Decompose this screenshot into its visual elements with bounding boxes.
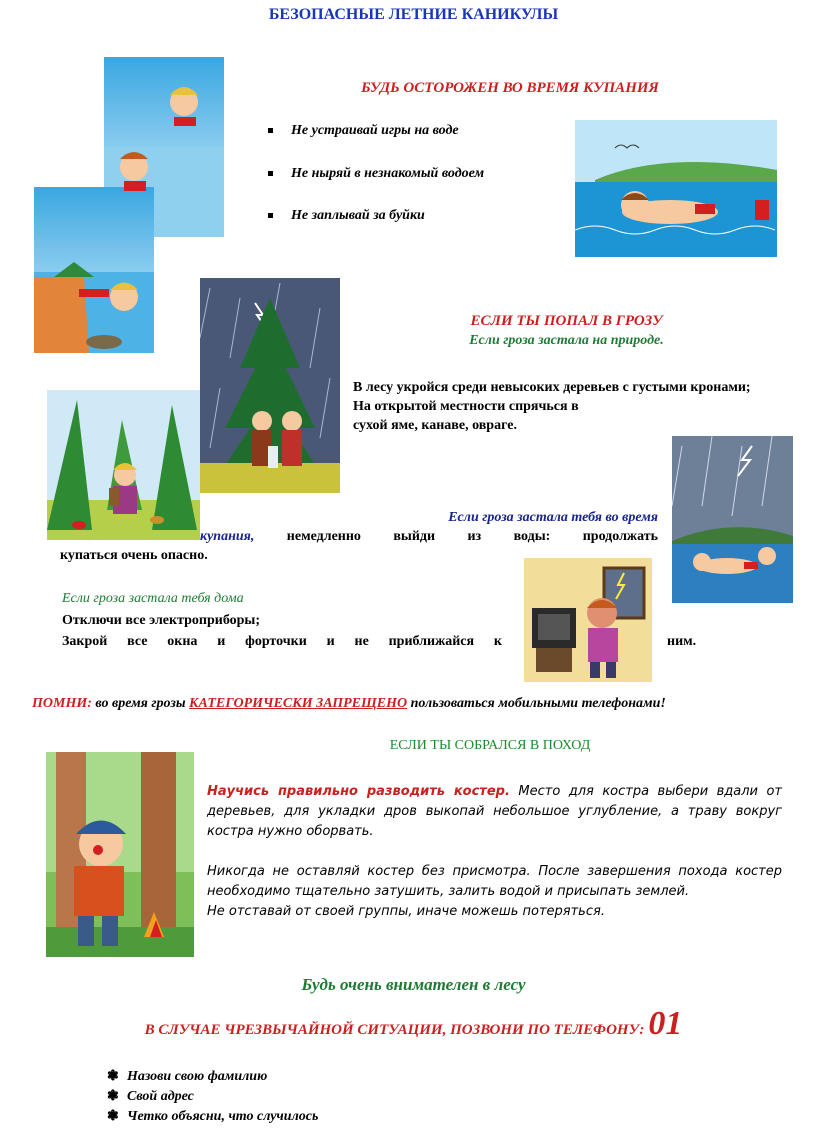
- emergency-steps: [107, 1067, 318, 1127]
- phone-warning: ПОМНИ: во время грозы КАТЕГОРИЧЕСКИ ЗАПРЕЩЕНО пользоваться мобильными телефонами!: [32, 696, 666, 711]
- swimming-heading: БУДЬ ОСТОРОЖЕН ВО ВРЕМЯ КУПАНИЯ: [361, 80, 659, 96]
- hike-paragraph-3: Не отставай от своей группы, иначе можешь потеряться.: [207, 904, 605, 919]
- emergency-step: ❃ Назови свою фамилию: [107, 1067, 318, 1087]
- hike-instructions: [207, 782, 782, 922]
- emergency-number: 01: [648, 1005, 683, 1042]
- snowflake-bullet-icon: ❃: [107, 1109, 119, 1124]
- storm-nature-subheading: Если гроза застала на природе.: [469, 333, 664, 348]
- warning-lead: ПОМНИ:: [32, 696, 92, 711]
- storm-home-line1: Отключи все электроприборы;: [62, 613, 261, 628]
- boy-at-tv-illustration: [524, 558, 652, 682]
- storm-home-line2-end: ним.: [667, 634, 697, 649]
- storm-swim-text-end: купаться очень опасно.: [60, 548, 208, 563]
- swimming-rule: Не ныряй в незнакомый водоем: [268, 166, 484, 182]
- emergency-step: ❃ Свой адрес: [107, 1087, 318, 1107]
- emergency-line: [0, 1005, 827, 1043]
- swimming-rule: Не заплывай за буйки: [268, 208, 425, 224]
- emergency-step: ❃ Четко объясни, что случилось: [107, 1107, 318, 1127]
- swimming-boy-illustration: [575, 120, 777, 257]
- boy-campfire-illustration: [46, 752, 194, 957]
- swimming-rule: Не устраивай игры на воде: [268, 123, 459, 139]
- hiking-kid-forest-illustration: [47, 390, 200, 540]
- storm-nature-text: В лесу укройся среди невысоких деревьев с густыми кронами; На открытой местности спрячься в сухой яме, канаве, овраге.: [353, 380, 751, 433]
- storm-tree-illustration: [200, 278, 340, 493]
- storm-heading: ЕСЛИ ТЫ ПОПАЛ В ГРОЗУ: [470, 313, 663, 329]
- storm-home-line2: Закрой все окна и форточки и не приближайся к: [62, 634, 502, 649]
- snowflake-bullet-icon: ❃: [107, 1069, 119, 1084]
- storm-swim-text: Если гроза застала тебя во время купания, немедленно выйди из воды: продолжать: [200, 510, 658, 544]
- warning-banned: КАТЕГОРИЧЕСКИ ЗАПРЕЩЕНО: [189, 696, 408, 711]
- storm-swimming-illustration: [672, 436, 793, 603]
- storm-swim-subheading-cont: купания,: [200, 529, 255, 544]
- storm-home-subheading: Если гроза застала тебя дома: [62, 591, 244, 606]
- page-title: БЕЗОПАСНЫЕ ЛЕТНИЕ КАНИКУЛЫ: [268, 6, 559, 23]
- hike-paragraph-1: Научись правильно разводить костер. Место для костра выбери вдали от деревьев, для укладки дров выкопай небольшое углубление, а траву вокруг костра нужно оборвать.: [207, 784, 782, 839]
- hike-paragraph-2: Никогда не оставляй костер без присмотра. После завершения похода костер необходимо тщательно затушить, залить водой и присыпать землей.: [207, 864, 782, 899]
- hike-heading: ЕСЛИ ТЫ СОБРАЛСЯ В ПОХОД: [389, 738, 591, 753]
- emergency-text: В СЛУЧАЕ ЧРЕЗВЫЧАЙНОЙ СИТУАЦИИ, ПОЗВОНИ ПО ТЕЛЕФОНУ:: [144, 1022, 645, 1038]
- diving-boys-illustration: [34, 57, 224, 353]
- snowflake-bullet-icon: ❃: [107, 1089, 119, 1104]
- forest-note: Будь очень внимателен в лесу: [301, 975, 526, 994]
